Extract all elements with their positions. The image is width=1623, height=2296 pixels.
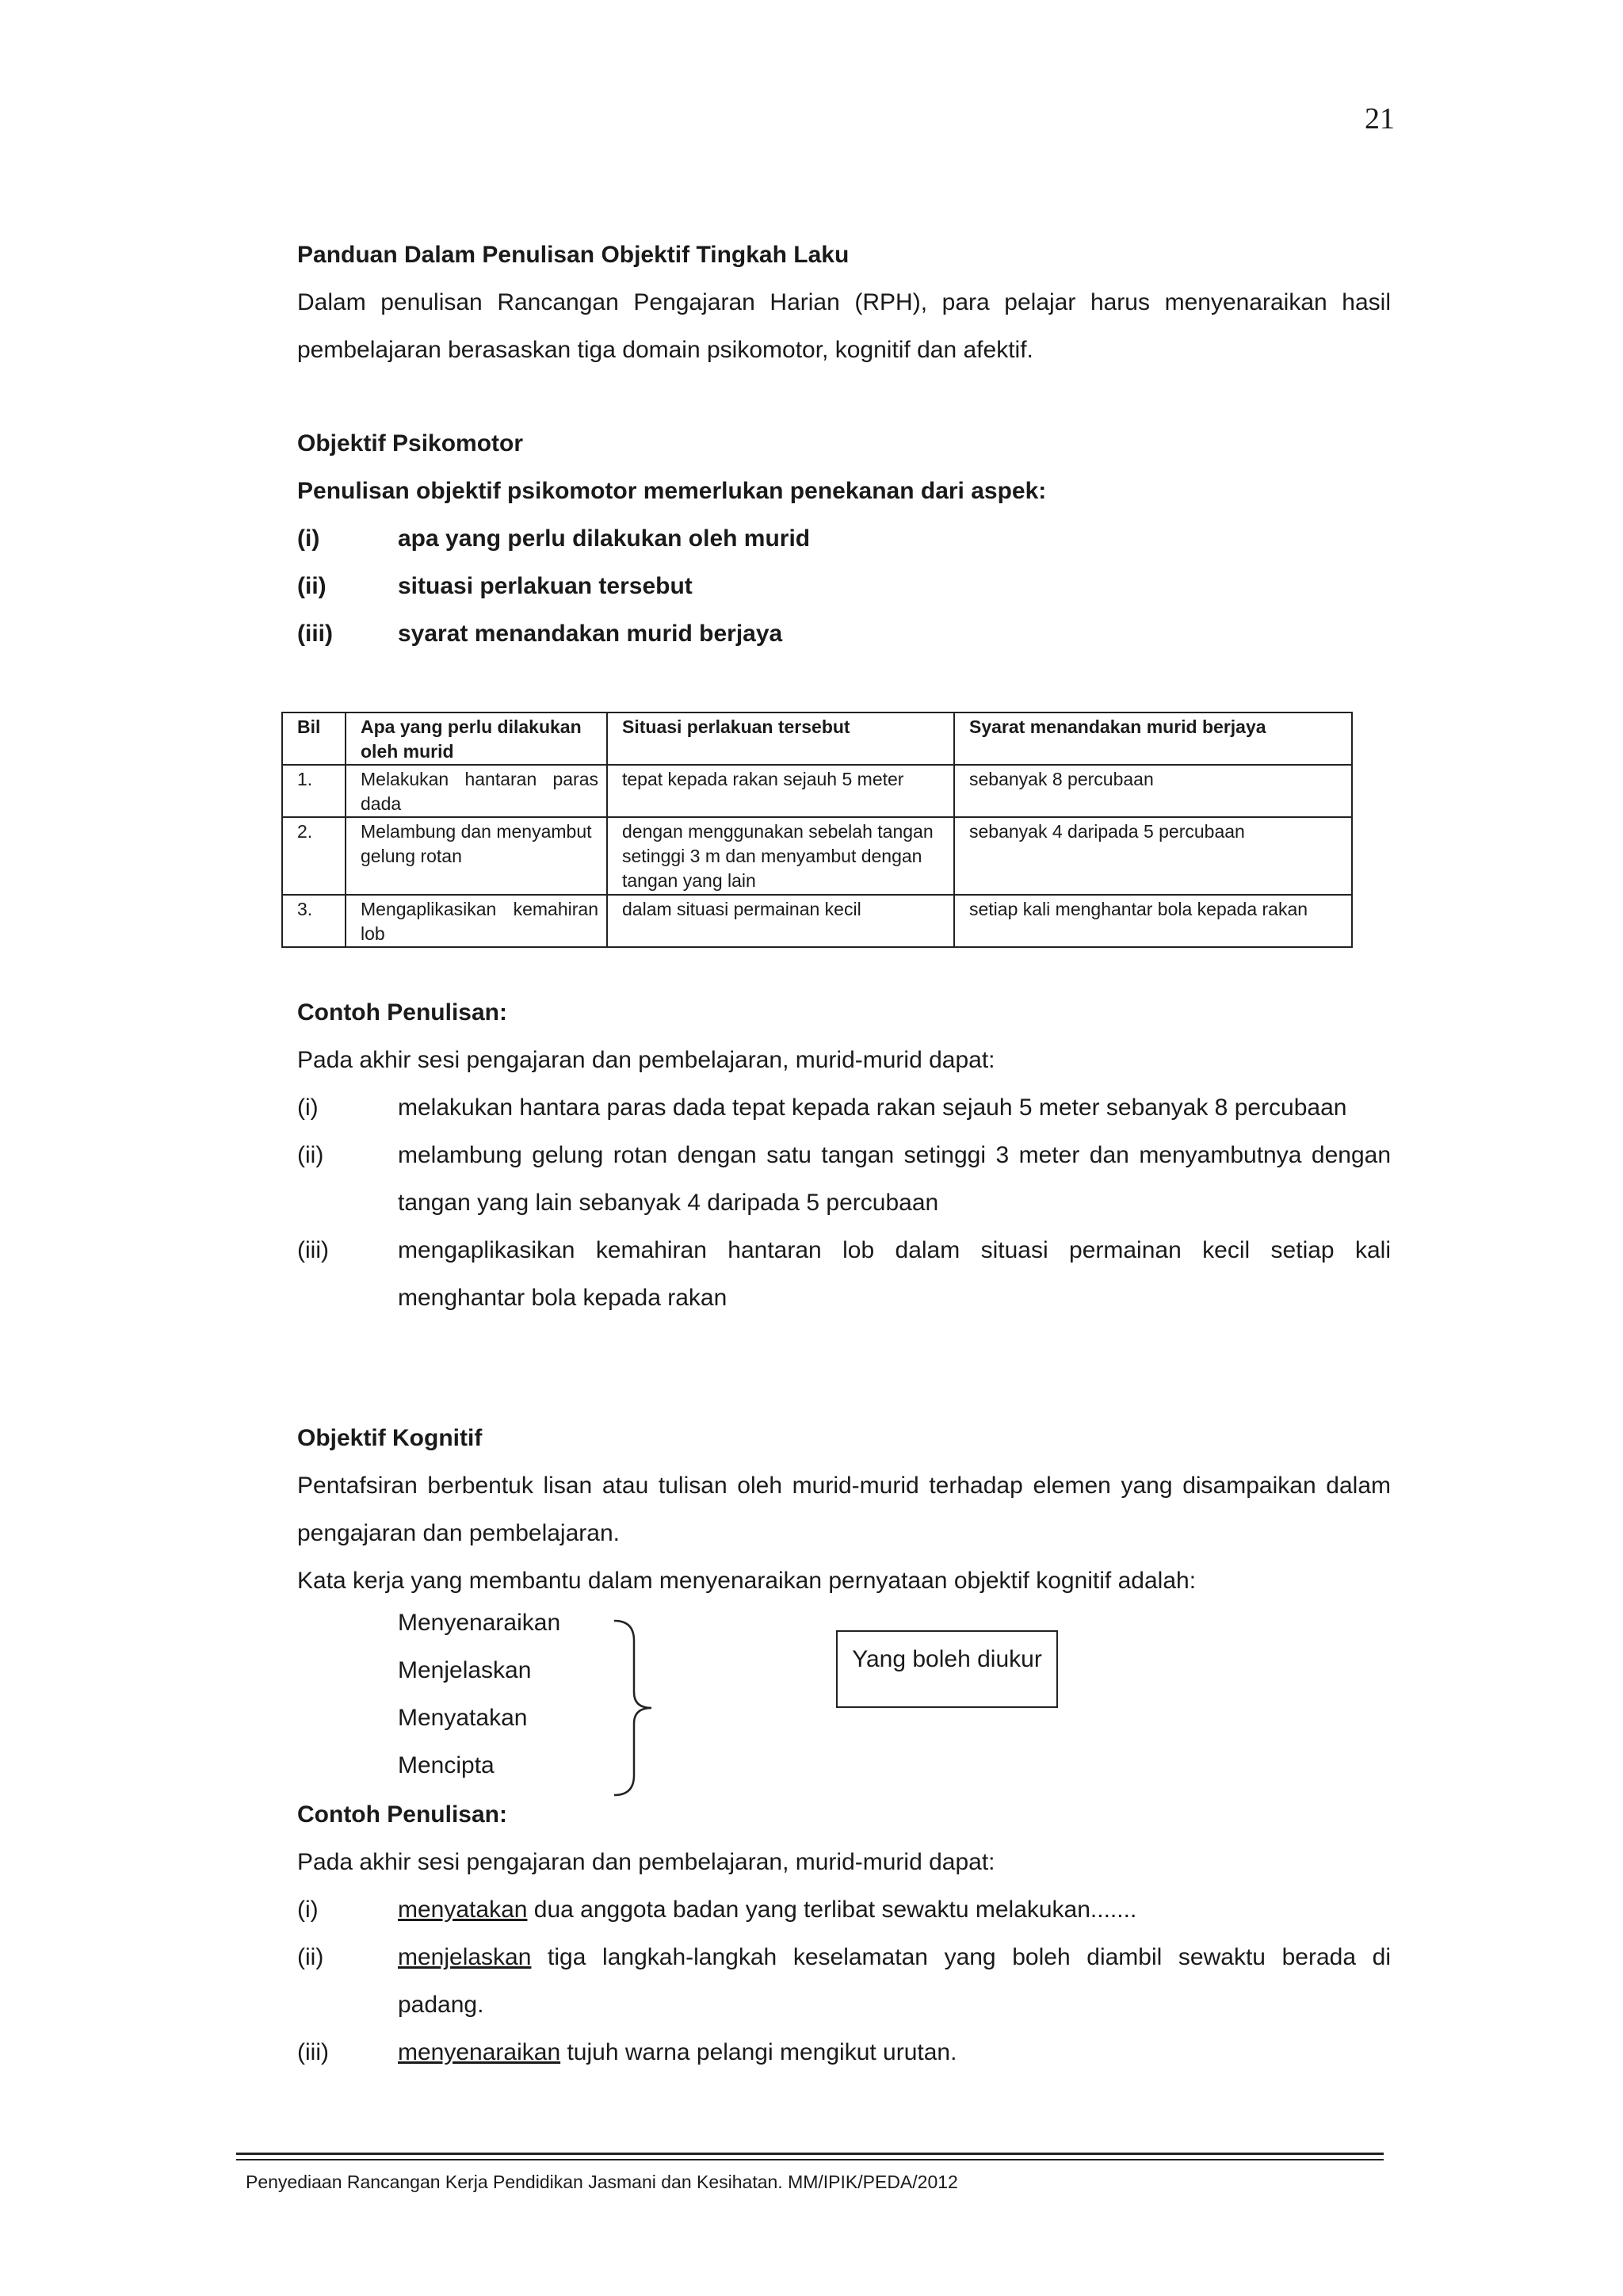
- example-intro-psikomotor: Pada akhir sesi pengajaran dan pembelajaran, murid-murid dapat:: [297, 1047, 995, 1073]
- section-heading-panduan: Panduan Dalam Penulisan Objektif Tingkah Laku: [297, 242, 850, 268]
- example-heading-psikomotor: Contoh Penulisan:: [297, 999, 507, 1026]
- example-number: (iii): [297, 1237, 329, 1263]
- example-intro-kognitif: Pada akhir sesi pengajaran dan pembelajaran, murid-murid dapat:: [297, 1849, 995, 1875]
- table-row: [282, 895, 1352, 947]
- verb-item: Menyenaraikan: [398, 1610, 561, 1636]
- example-text: melakukan hantara paras dada tepat kepada rakan sejauh 5 meter sebanyak 8 percubaan: [398, 1095, 1347, 1121]
- table-header-row: [282, 712, 1352, 765]
- table-row: [282, 765, 1352, 817]
- example-rest: tujuh warna pelangi mengikut urutan.: [560, 2039, 957, 2065]
- footer-divider: [236, 2153, 1384, 2155]
- page-number: 21: [1365, 102, 1395, 136]
- example-text: mengaplikasikan kemahiran hantaran lob dalam situasi permainan kecil setiap kali menghantar bola kepada rakan: [398, 1237, 1391, 1311]
- table-row: [282, 817, 1352, 895]
- table-cell: sebanyak 8 percubaan: [954, 765, 1352, 817]
- aspect-text: situasi perlakuan tersebut: [398, 573, 693, 599]
- example-text: [398, 1934, 1391, 2029]
- table-cell: 2.: [282, 817, 346, 895]
- verbs-intro: Kata kerja yang membantu dalam menyenaraikan pernyataan objektif kognitif adalah:: [297, 1568, 1197, 1594]
- table-cell: setiap kali menghantar bola kepada rakan: [954, 895, 1352, 947]
- example-verb: menyenaraikan: [398, 2039, 561, 2065]
- verb-item: Menjelaskan: [398, 1657, 532, 1683]
- example-rest: tiga langkah-langkah keselamatan yang boleh diambil sewaktu berada di padang.: [398, 1944, 1391, 2018]
- table-header: Bil: [282, 712, 346, 765]
- example-verb: menyatakan: [398, 1897, 528, 1923]
- table-cell: Melakukan hantaran paras dada: [346, 765, 607, 817]
- example-number: (i): [297, 1897, 319, 1923]
- example-number: (ii): [297, 1944, 324, 1970]
- verb-item: Menyatakan: [398, 1705, 528, 1731]
- table-cell: 1.: [282, 765, 346, 817]
- section-heading-kognitif: Objektif Kognitif: [297, 1425, 483, 1451]
- table-cell: Melambung dan menyambut gelung rotan: [346, 817, 607, 895]
- measurable-label: Yang boleh diukur: [852, 1646, 1042, 1672]
- table-header: Syarat menandakan murid berjaya: [954, 712, 1352, 765]
- aspect-number: (ii): [297, 573, 327, 599]
- example-number: (i): [297, 1095, 319, 1121]
- section-paragraph-kognitif: Pentafsiran berbentuk lisan atau tulisan oleh murid-murid terhadap elemen yang disampaikan dalam pengajaran dan pembelajaran.: [297, 1473, 1391, 1546]
- psikomotor-table: [281, 712, 1353, 948]
- table-cell: dengan menggunakan sebelah tangan setinggi 3 m dan menyambut dengan tangan yang lain: [607, 817, 954, 895]
- measurable-label-box: [836, 1630, 1058, 1708]
- table-cell: sebanyak 4 daripada 5 percubaan: [954, 817, 1352, 895]
- verb-list: [398, 1599, 560, 1790]
- section-paragraph-panduan: Dalam penulisan Rancangan Pengajaran Harian (RPH), para pelajar harus menyenaraikan hasil pembelajaran berasaskan tiga domain psikomotor, kognitif dan afektif.: [297, 289, 1391, 363]
- table-cell: Mengaplikasikan kemahiran lob: [346, 895, 607, 947]
- verb-item: Mencipta: [398, 1752, 495, 1778]
- footer-text: Penyediaan Rancangan Kerja Pendidikan Jasmani dan Kesihatan. MM/IPIK/PEDA/2012: [246, 2172, 958, 2192]
- example-text: [398, 1886, 1391, 1934]
- example-heading-kognitif: Contoh Penulisan:: [297, 1801, 507, 1828]
- example-number: (ii): [297, 1142, 324, 1168]
- example-rest: dua anggota badan yang terlibat sewaktu melakukan.......: [527, 1897, 1137, 1923]
- table-cell: 3.: [282, 895, 346, 947]
- curly-brace-icon: [610, 1617, 658, 1799]
- table-header: Situasi perlakuan tersebut: [607, 712, 954, 765]
- section-heading-psikomotor: Objektif Psikomotor: [297, 430, 524, 457]
- footer-divider: [236, 2159, 1384, 2160]
- table-cell: tepat kepada rakan sejauh 5 meter: [607, 765, 954, 817]
- example-number: (iii): [297, 2039, 329, 2065]
- aspect-number: (i): [297, 525, 320, 552]
- aspect-number: (iii): [297, 621, 333, 647]
- aspect-text: syarat menandakan murid berjaya: [398, 621, 783, 647]
- example-text: [398, 2029, 1391, 2076]
- table-cell: dalam situasi permainan kecil: [607, 895, 954, 947]
- psikomotor-intro: Penulisan objektif psikomotor memerlukan penekanan dari aspek:: [297, 478, 1047, 504]
- example-verb: menjelaskan: [398, 1944, 532, 1970]
- example-text: melambung gelung rotan dengan satu tangan setinggi 3 meter dan menyambutnya dengan tangan yang lain sebanyak 4 daripada 5 percubaan: [398, 1142, 1391, 1216]
- aspect-text: apa yang perlu dilakukan oleh murid: [398, 525, 811, 552]
- table-header: Apa yang perlu dilakukan oleh murid: [346, 712, 607, 765]
